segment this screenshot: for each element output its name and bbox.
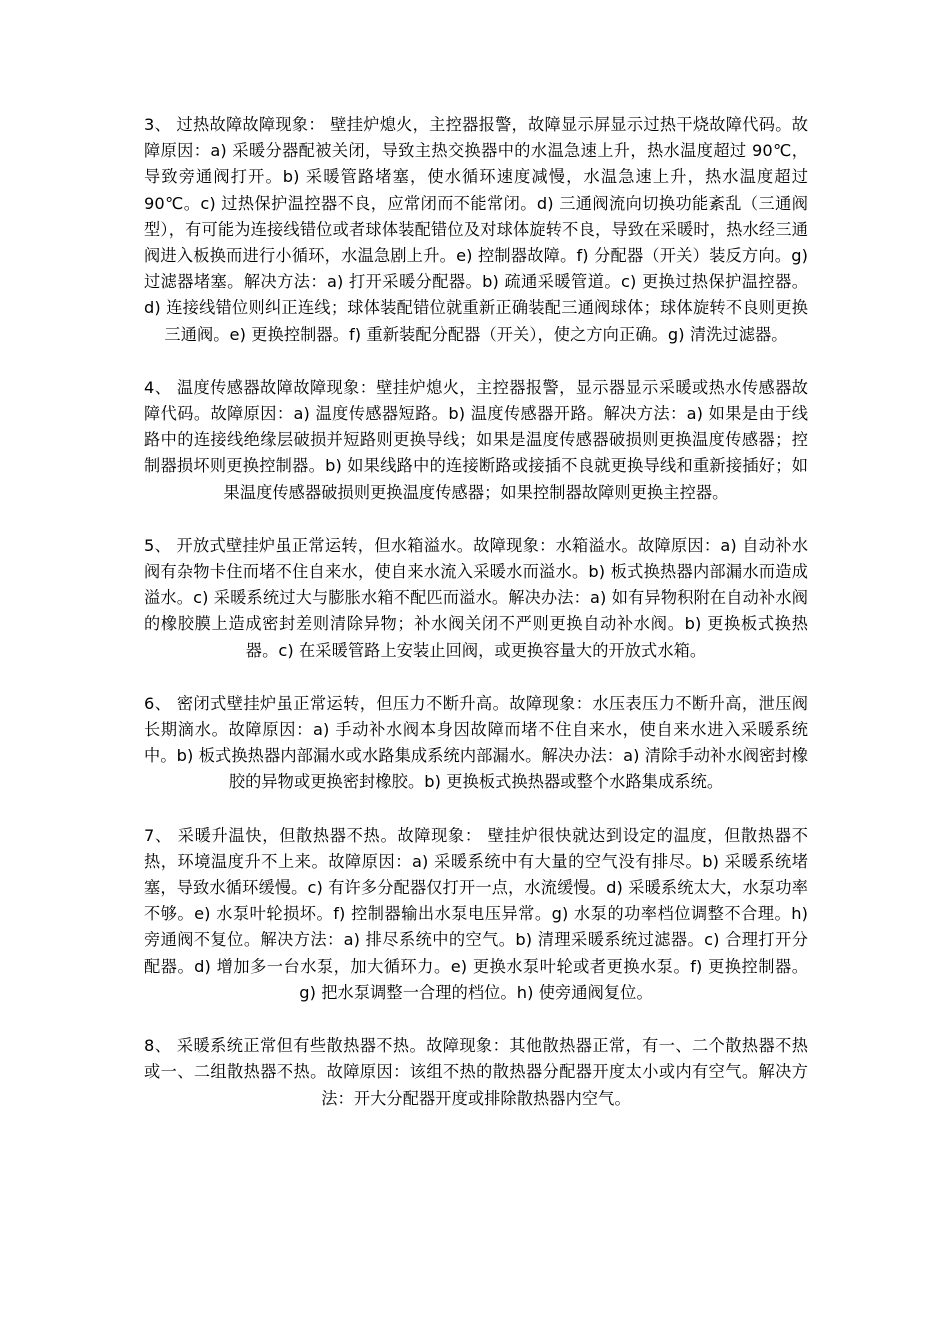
paragraph-radiator-not-hot: 7、 采暖升温快，但散热器不热。故障现象： 壁挂炉很快就达到设定的温度，但散热器不热，环境温度升不上来。故障原因：a) 采暖系统中有大量的空气没有排尽。b) 采暖系统堵塞，导致水循环缓慢。c) 有许多分配器仅打开一点，水流缓慢。d) 采暖系统太大，水泵功率不够。e) 水泵叶轮损坏。f) 控制器输出水泵电压异常。g) 水泵的功率档位调整不合理。h) 旁通阀不复位。解决方法：a) 排尽系统中的空气。b) 清理采暖系统过滤器。c) 合理打开分配器。d) 增加多一台水泵，加大循环力。e) 更换水泵叶轮或者更换水泵。f) 更换控制器。g) 把水泵调整一合理的档位。h) 使旁通阀复位。 xyxy=(144,825,808,1002)
paragraph-sealed-boiler-pressure-rise: 6、 密闭式壁挂炉虽正常运转，但压力不断升高。故障现象：水压表压力不断升高，泄压阀长期滴水。故障原因：a) 手动补水阀本身因故障而堵不住自来水，使自来水进入采暖系统中。b) 板式换热器内部漏水或水路集成系统内部漏水。解决办法：a) 清除手动补水阀密封橡胶的异物或更换密封橡胶。b) 更换板式换热器或整个水路集成系统。 xyxy=(144,693,808,792)
paragraph-overheat-fault: 3、 过热故障故障现象： 壁挂炉熄火，主控器报警，故障显示屏显示过热干烧故障代码。故障原因：a) 采暖分器配被关闭，导致主热交换器中的水温急速上升，热水温度超过 90℃，导致旁通阀打开。b) 采暖管路堵塞，使水循环速度减慢，水温急速上升，热水温度超过 90℃。c) 过热保护温控器不良，应常闭而不能常闭。d) 三通阀流向切换功能紊乱（三通阀型），有可能为连接线错位或者球体装配错位及对球体旋转不良，导致在采暖时，热水经三通阀进入板换而进行小循环，水温急剧上升。e) 控制器故障。f) 分配器（开关）装反方向。g) 过滤器堵塞。解决方法：a) 打开采暖分配器。b) 疏通采暖管道。c) 更换过热保护温控器。d) 连接线错位则纠正连线；球体装配错位就重新正确装配三通阀球体；球体旋转不良则更换三通阀。e) 更换控制器。f) 重新装配分配器（开关），使之方向正确。g) 清洗过滤器。 xyxy=(144,115,808,344)
paragraph-open-boiler-tank-overflow: 5、 开放式壁挂炉虽正常运转，但水箱溢水。故障现象：水箱溢水。故障原因：a) 自动补水阀有杂物卡住而堵不住自来水，使自来水流入采暖水而溢水。b) 板式换热器内部漏水而造成溢水。c) 采暖系统过大与膨胀水箱不配匹而溢水。解决办法：a) 如有异物积附在自动补水阀的橡胶膜上造成密封差则清除异物；补水阀关闭不严则更换自动补水阀。b) 更换板式换热器。c) 在采暖管路上安装止回阀，或更换容量大的开放式水箱。 xyxy=(144,535,808,660)
document-page xyxy=(144,112,808,1139)
paragraph-temperature-sensor-fault: 4、 温度传感器故障故障现象：壁挂炉熄火，主控器报警，显示器显示采暖或热水传感器故障代码。故障原因：a) 温度传感器短路。b) 温度传感器开路。解决方法：a) 如果是由于线路中的连接线绝缘层破损并短路则更换导线；如果是温度传感器破损则更换温度传感器；控制器损坏则更换控制器。b) 如果线路中的连接断路或接插不良就更换导线和重新接插好；如果温度传感器破损则更换温度传感器；如果控制器故障则更换主控器。 xyxy=(144,377,808,502)
paragraph-some-radiators-not-hot: 8、 采暖系统正常但有些散热器不热。故障现象：其他散热器正常，有一、二个散热器不热或一、二组散热器不热。故障原因：该组不热的散热器分配器开度太小或内有空气。解决方法：开大分配器开度或排除散热器内空气。 xyxy=(144,1036,808,1108)
